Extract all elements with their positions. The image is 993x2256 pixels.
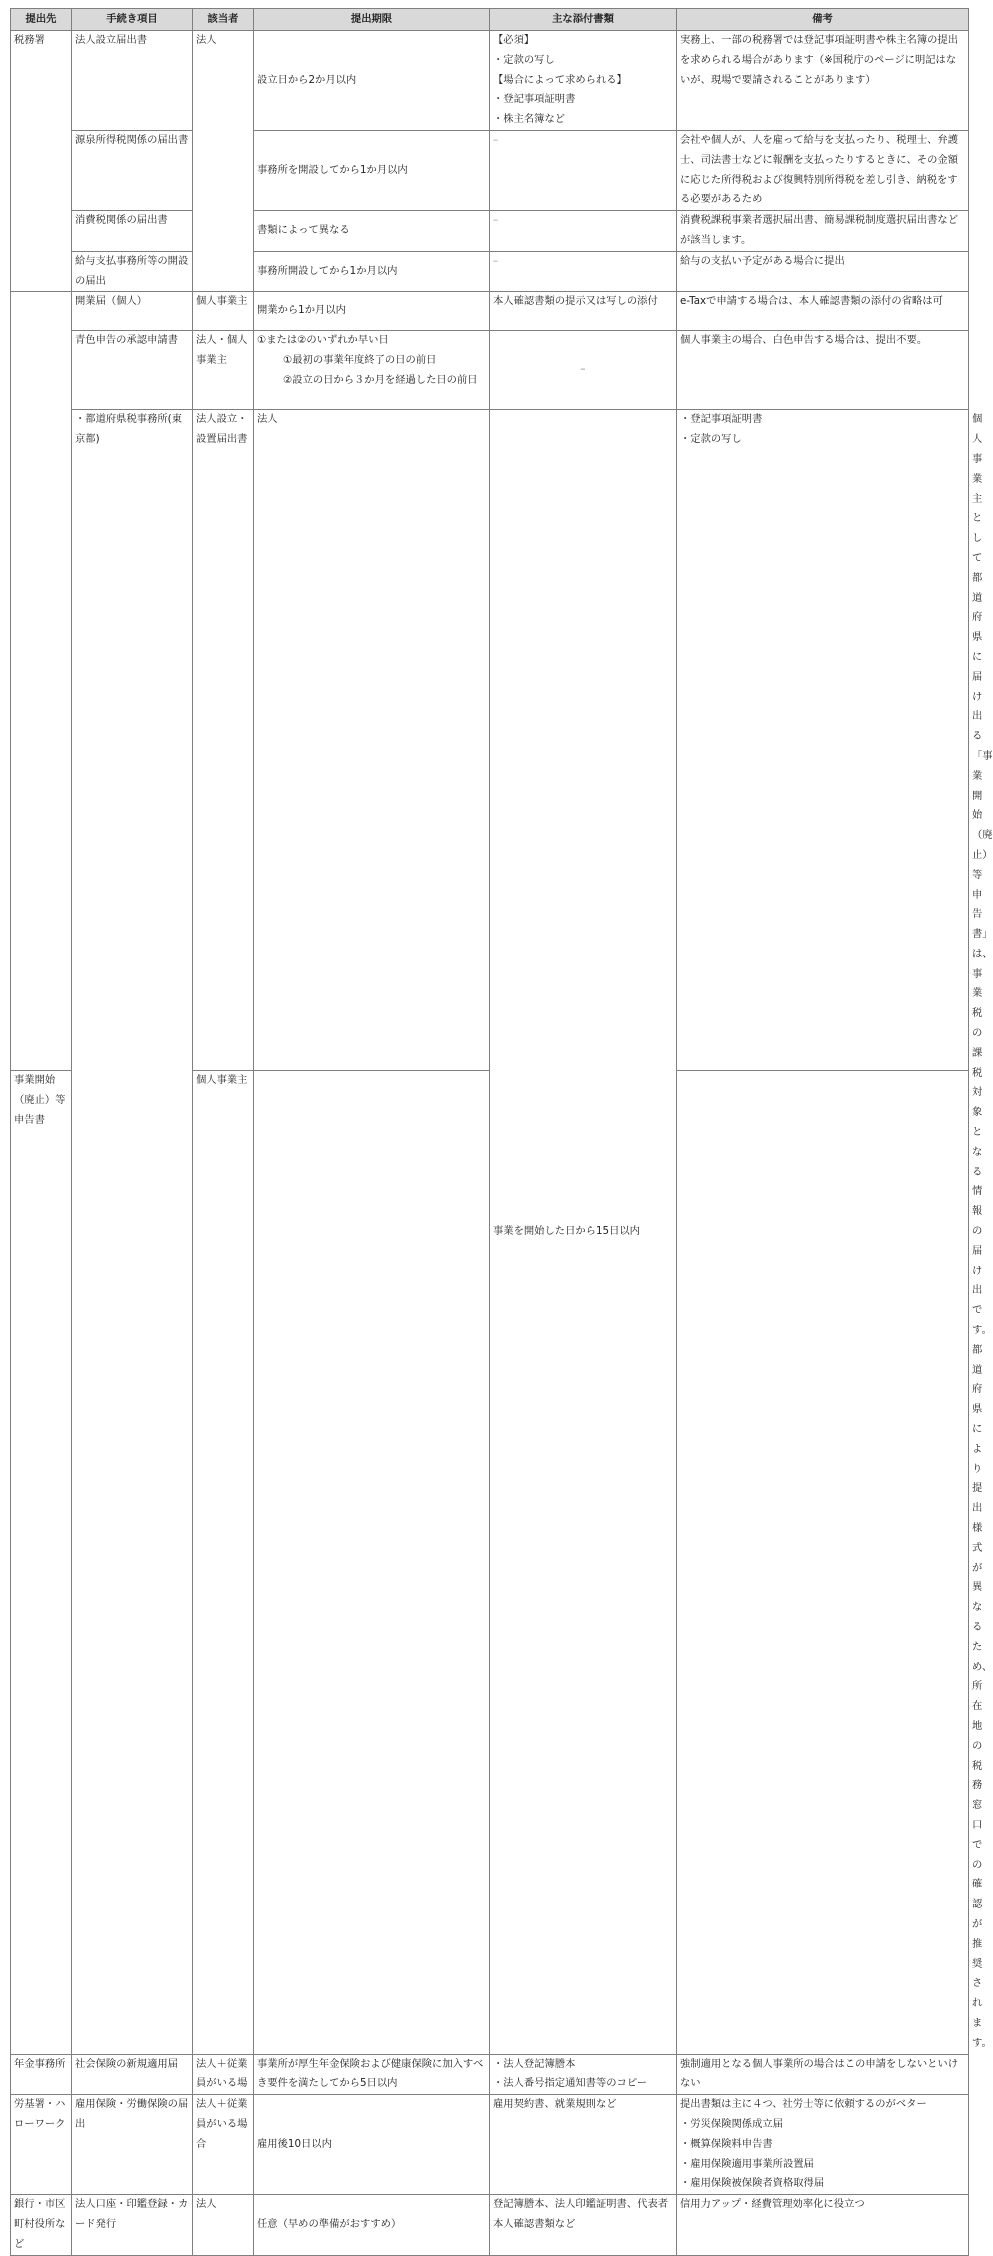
deadline-cell: 事業所が厚生年金保険および健康保険に加入すべき要件を満たしてから5日以内: [254, 2054, 490, 2095]
table-row: [11, 2095, 969, 2195]
who-cell: 法人: [193, 2195, 254, 2255]
who-cell: 法人＋従業員がいる場: [193, 2054, 254, 2095]
docs-cell: –: [490, 251, 677, 292]
doc-line: ・株主名簿など: [493, 113, 566, 126]
who-cell: 法人＋従業員がいる場合: [193, 2095, 254, 2195]
doc-line: ・法人番号指定通知書等のコピー: [493, 2077, 648, 2090]
note-line: ・雇用保険被保険者資格取得届: [680, 2177, 825, 2190]
table-row: [11, 251, 969, 292]
deadline-line: ①最初の事業年度終了の日の前日: [283, 354, 437, 367]
table-row: [11, 331, 969, 410]
table-row: [11, 2054, 969, 2095]
item-cell: 開業届（個人）: [72, 292, 193, 331]
who-cell: 法人・個人事業主: [193, 331, 254, 410]
who-cell: 法人: [254, 410, 490, 1071]
item-cell: 法人設立・設置届出書: [193, 410, 254, 1071]
docs-cell: [490, 2054, 677, 2095]
note-cell: 個人事業主の場合、白色申告する場合は、提出不要。: [677, 331, 969, 410]
docs-cell-empty: [254, 1071, 490, 2054]
note-line: ・概算保険料申告書: [680, 2137, 773, 2150]
docs-cell: –: [490, 331, 677, 410]
table-row: [11, 31, 969, 131]
office-cell-empty: [11, 292, 72, 1071]
note-cell: 会社や個人が、人を雇って給与を支払ったり、税理士、弁護士、司法書士などに報酬を支払ったりするときに、その金額に応じた所得税および復興特別所得税を差し引き、納税をする必要があるため: [677, 131, 969, 211]
header-docs: 主な添付書類: [490, 9, 677, 31]
who-cell: 法人: [193, 31, 254, 292]
docs-cell: 雇用契約書、就業規則など: [490, 2095, 677, 2195]
docs-cell: 登記簿謄本、法人印鑑証明書、代表者本人確認書類など: [490, 2195, 677, 2255]
note-cell: 給与の支払い予定がある場合に提出: [677, 251, 969, 292]
header-row: [11, 9, 969, 31]
office-cell: 銀行・市区町村役所など: [11, 2195, 72, 2255]
table-row: [11, 211, 969, 252]
doc-line: ・法人登記簿謄本: [493, 2057, 576, 2070]
header-office: 提出先: [11, 9, 72, 31]
note-cell: e-Taxで申請する場合は、本人確認書類の添付の省略は可: [677, 292, 969, 331]
office-cell: 年金事務所: [11, 2054, 72, 2095]
item-cell: 青色申告の承認申請書: [72, 331, 193, 410]
item-cell: 社会保険の新規適用届: [72, 2054, 193, 2095]
item-cell: 事業開始（廃止）等申告書: [11, 1071, 72, 2054]
who-cell: 個人事業主: [193, 292, 254, 331]
doc-line: ・登記事項証明書: [493, 93, 576, 106]
table-row: [11, 292, 969, 331]
docs-cell: [677, 410, 969, 1071]
procedures-table: [10, 8, 993, 2256]
deadline-cell: 書類によって異なる: [254, 211, 490, 252]
header-item: 手続き項目: [72, 9, 193, 31]
office-cell: 税務署: [11, 31, 72, 292]
deadline-cell: [254, 331, 490, 410]
item-cell: 雇用保険・労働保険の届出: [72, 2095, 193, 2195]
doc-line: ・定款の写し: [680, 433, 742, 446]
doc-line: ・登記事項証明書: [680, 413, 763, 426]
who-cell: 個人事業主: [193, 1071, 254, 2054]
item-cell: 法人設立届出書: [72, 31, 193, 131]
doc-line: 【必須】: [493, 34, 535, 46]
docs-cell: [490, 31, 677, 131]
header-deadline: 提出期限: [254, 9, 490, 31]
header-who: 該当者: [193, 9, 254, 31]
deadline-cell: 事務所を開設してから1か月以内: [254, 131, 490, 211]
note-line: 提出書類は主に４つ、社労士等に依頼するのがベター: [680, 2098, 927, 2111]
deadline-cell: 雇用後10日以内: [254, 2095, 490, 2195]
note-cell: 信用力アップ・経費管理効率化に役立つ: [677, 2195, 969, 2255]
docs-cell: –: [490, 131, 677, 211]
item-cell: 源泉所得税関係の届出書: [72, 131, 193, 211]
deadline-cell: 開業から1か月以内: [254, 292, 490, 331]
docs-cell: 本人確認書類の提示又は写しの添付: [490, 292, 677, 331]
doc-line: ・定款の写し: [493, 53, 555, 66]
office-cell: 労基署・ハローワーク: [11, 2095, 72, 2195]
deadline-cell: 設立日から2か月以内: [254, 31, 490, 131]
table-row: ・都道府県税事務所(東京都) 法人設立・設置届出書 法人 事業を開始した日から15日以内 ・登記事項証明書 ・定款の写し 個人事業主として都道府県に届け出る「事業開始（廃止）等申告書」は、事業税の課税対象となる情報の届け出です。都道府県により提出様式が異なるため、所在地の税務窓口での確認が推奨されます。: [11, 410, 969, 1071]
note-line: ・労災保険関係成立届: [680, 2117, 783, 2130]
item-cell: 消費税関係の届出書: [72, 211, 193, 252]
item-cell: 法人口座・印鑑登録・カード発行: [72, 2195, 193, 2255]
deadline-line: ①または②のいずれか早い日: [257, 334, 389, 347]
deadline-cell: 事業を開始した日から15日以内: [490, 410, 677, 2054]
office-cell: ・都道府県税事務所(東京都): [72, 410, 193, 2054]
note-cell: 実務上、一部の税務署では登記事項証明書や株主名簿の提出を求められる場合があります（※国税庁のページに明記はないが、現場で要請されることがあります）: [677, 31, 969, 131]
item-cell: 給与支払事務所等の開設の届出: [72, 251, 193, 292]
deadline-cell: 事務所開設してから1か月以内: [254, 251, 490, 292]
docs-cell: –: [490, 211, 677, 252]
table-row: [11, 131, 969, 211]
note-cell: 強制適用となる個人事業所の場合はこの申請をしないといけない: [677, 2054, 969, 2095]
deadline-cell: 任意（早めの準備がおすすめ）: [254, 2195, 490, 2255]
note-cell: 消費税課税事業者選択届出書、簡易課税制度選択届出書などが該当します。: [677, 211, 969, 252]
deadline-line: ②設立の日から３か月を経過した日の前日: [283, 373, 478, 386]
note-line: ・雇用保険適用事業所設置届: [680, 2157, 814, 2170]
note-cell: [677, 2095, 969, 2195]
header-note: 備考: [677, 9, 969, 31]
table-row: [11, 2195, 969, 2255]
doc-line: 【場合によって求められる】: [493, 73, 627, 86]
